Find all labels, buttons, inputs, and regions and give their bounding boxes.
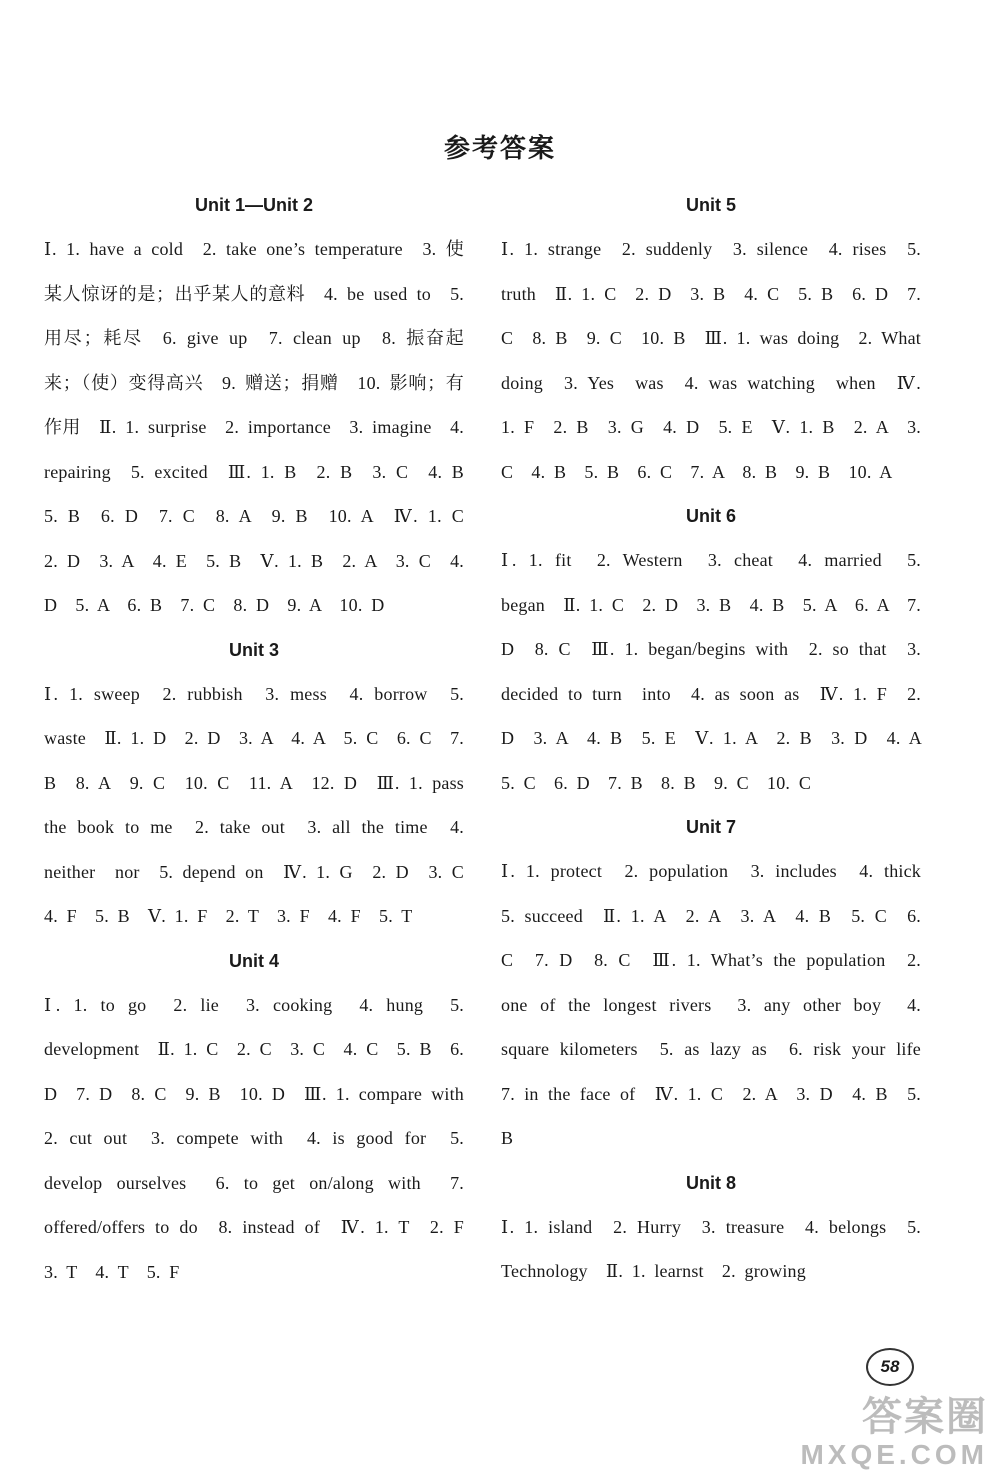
unit-section (501, 183, 940, 494)
page-title: 参考答案 (443, 134, 556, 164)
unit-section (501, 805, 940, 1161)
unit-answers: Ⅰ. 1. have a cold 2. take one’s temperature 3. 使某人惊讶的是；出乎某人的意料 4. be used to 5. 用尽；耗尽 6. give up 7. clean up 8. 振奋起来；（使）变得高兴 9. 赠送；捐赠 10. 影响；有作用 Ⅱ. 1. surprise 2. importance 3. imagine 4. repairing 5. excited Ⅲ. 1. B 2. B 3. C 4. B 5. B 6. D 7. C 8. A 9. B 10. A Ⅳ. 1. C 2. D 3. A 4. E 5. B Ⅴ. 1. B 2. A 3. C 4. D 5. A 6. B 7. C 8. D 9. A 10. D (44, 239, 483, 615)
unit-section (501, 1161, 921, 1294)
unit-answers: Ⅰ. 1. to go 2. lie 3. cooking 4. hung 5. development Ⅱ. 1. C 2. C 3. C 4. C 5. B 6. D 7. D 8. C 9. B 10. D Ⅲ. 1. compare with 2. cut out 3. compete with 4. is good for 5. develop ourselves 6. to get on/along with 7. offered/offers to do 8. instead of Ⅳ. 1. T 2. F 3. T 4. T 5. F (44, 994, 483, 1282)
unit-section (44, 183, 483, 628)
unit-heading: Unit 5 (685, 195, 736, 215)
unit-answers: Ⅰ. 1. strange 2. suddenly 3. silence 4. rises 5. truth Ⅱ. 1. C 2. D 3. B 4. C 5. B 6. D 7. C 8. B 9. C 10. B Ⅲ. 1. was doing 2. What doing 3. Yes was 4. was watching when Ⅳ. 1. F 2. B 3. G 4. D 5. E Ⅴ. 1. B 2. A 3. C 4. B 5. B 6. C 7. A 8. B 9. B 10. A (501, 239, 940, 482)
page-number: 58 (866, 1348, 914, 1386)
unit-heading: Unit 8 (685, 1172, 736, 1193)
unit-section (44, 628, 483, 939)
unit-answers: Ⅰ. 1. island 2. Hurry 3. treasure 4. belongs 5. Technology Ⅱ. 1. learnst 2. growing (501, 1216, 921, 1281)
unit-heading: Unit 3 (228, 639, 279, 660)
unit-heading: Unit 4 (228, 950, 279, 971)
unit-heading: Unit 7 (685, 817, 736, 837)
unit-answers: Ⅰ. 1. fit 2. Western 3. cheat 4. married 5. began Ⅱ. 1. C 2. D 3. B 4. B 5. A 6. A 7. D 8. C Ⅲ. 1. began/begins with 2. so that 3. decided to turn into 4. as soon as Ⅳ. 1. F 2. D 3. A 4. B 5. E Ⅴ. 1. A 2. B 3. D 4. A 5. C 6. D 7. B 8. B 9. C 10. C (501, 550, 940, 793)
left-column (44, 183, 483, 1294)
unit-heading: Unit 6 (685, 506, 736, 526)
watermark-url: MXQE.COM (800, 1439, 988, 1470)
unit-answers: Ⅰ. 1. protect 2. population 3. includes 4. thick 5. succeed Ⅱ. 1. A 2. A 3. A 4. B 5. C 6. C 7. D 8. C Ⅲ. 1. What’s the population 2. one of the longest rivers 3. any other boy 4. square kilometers 5. as lazy as 6. risk your life 7. in the face of Ⅳ. 1. C 2. A 3. D 4. B 5. B (501, 861, 940, 1148)
unit-section (501, 494, 940, 805)
unit-answers: Ⅰ. 1. sweep 2. rubbish 3. mess 4. borrow 5. waste Ⅱ. 1. D 2. D 3. A 4. A 5. C 6. C 7. B 8. A 9. C 10. C 11. A 12. D Ⅲ. 1. pass the book to me 2. take out 3. all the time 4. neither nor 5. depend on Ⅳ. 1. G 2. D 3. C 4. F 5. B Ⅴ. 1. F 2. T 3. F 4. F 5. T (44, 683, 483, 926)
watermark (800, 1395, 988, 1471)
watermark-logo-text: 答案圈 (862, 1395, 988, 1439)
unit-heading: Unit 1—Unit 2 (194, 195, 313, 215)
right-column (501, 183, 940, 1294)
unit-section (44, 939, 483, 1295)
